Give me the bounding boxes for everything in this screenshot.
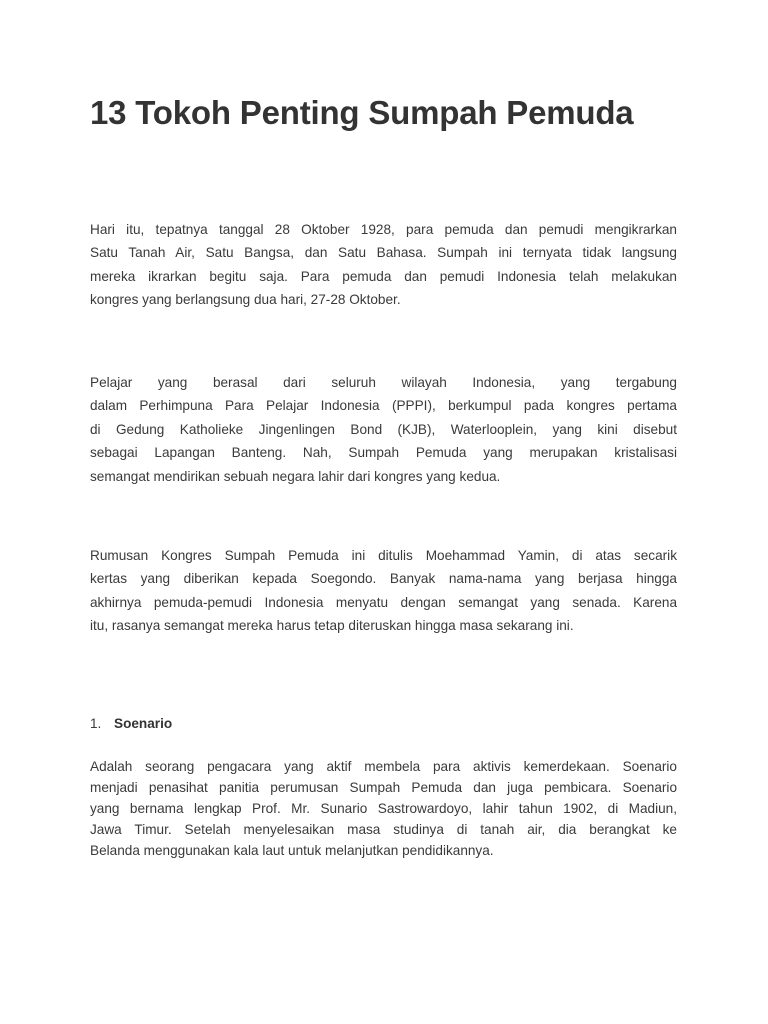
text-line: Adalah seorang pengacara yang aktif membela para aktivis kemerdekaan. Soenario (90, 759, 677, 774)
text-line: semangat mendirikan sebuah negara lahir dari kongres yang kedua. (90, 468, 501, 484)
text-line: Satu Tanah Air, Satu Bangsa, dan Satu Bahasa. Sumpah ini ternyata tidak langsung (90, 245, 677, 261)
text-line: sebagai Lapangan Banteng. Nah, Sumpah Pemuda yang merupakan kristalisasi (90, 445, 677, 461)
text-line: Hari itu, tepatnya tanggal 28 Oktober 1928, para pemuda dan pemudi mengikrarkan (90, 222, 677, 237)
list-number: 1. (90, 716, 102, 731)
text-line: kongres yang berlangsung dua hari, 27-28 Oktober. (90, 292, 401, 308)
text-line: di Gedung Katholieke Jingenlingen Bond (KJB), Waterlooplein, yang kini disebut (90, 421, 677, 437)
text-line: Rumusan Kongres Sumpah Pemuda ini ditulis Moehammad Yamin, di atas secarik (90, 548, 677, 563)
list-heading: Soenario (114, 716, 173, 731)
text-line: akhirnya pemuda-pemudi Indonesia menyatu dengan semangat yang senada. Karena (90, 594, 677, 610)
soenario-paragraph (90, 756, 677, 861)
text-line: dalam Perhimpuna Para Pelajar Indonesia (PPPI), berkumpul pada kongres pertama (90, 398, 677, 414)
page-title: 13 Tokoh Penting Sumpah Pemuda (90, 94, 634, 131)
intro-paragraph (90, 218, 677, 312)
text-line: Belanda menggunakan kala laut untuk melanjutkan pendidikannya. (90, 843, 494, 858)
text-line: menjadi penasihat panitia perumusan Sumpah Pemuda dan juga pembicara. Soenario (90, 780, 677, 795)
pelajar-paragraph (90, 371, 677, 488)
text-line: mereka ikrarkan begitu saja. Para pemuda dan pemudi Indonesia telah melakukan (90, 268, 677, 284)
rumusan-paragraph (90, 544, 677, 638)
text-line: yang bernama lengkap Prof. Mr. Sunario Sastrowardoyo, lahir tahun 1902, di Madiun, (90, 801, 677, 816)
text-line: kertas yang diberikan kepada Soegondo. Banyak nama-nama yang berjasa hingga (90, 571, 677, 587)
list-item-soenario (90, 716, 172, 731)
text-line: Pelajar yang berasal dari seluruh wilayah Indonesia, yang tergabung (90, 375, 677, 390)
text-line: Jawa Timur. Setelah menyelesaikan masa studinya di tanah air, dia berangkat ke (90, 822, 677, 837)
text-line: itu, rasanya semangat mereka harus tetap diteruskan hingga masa sekarang ini. (90, 618, 574, 634)
